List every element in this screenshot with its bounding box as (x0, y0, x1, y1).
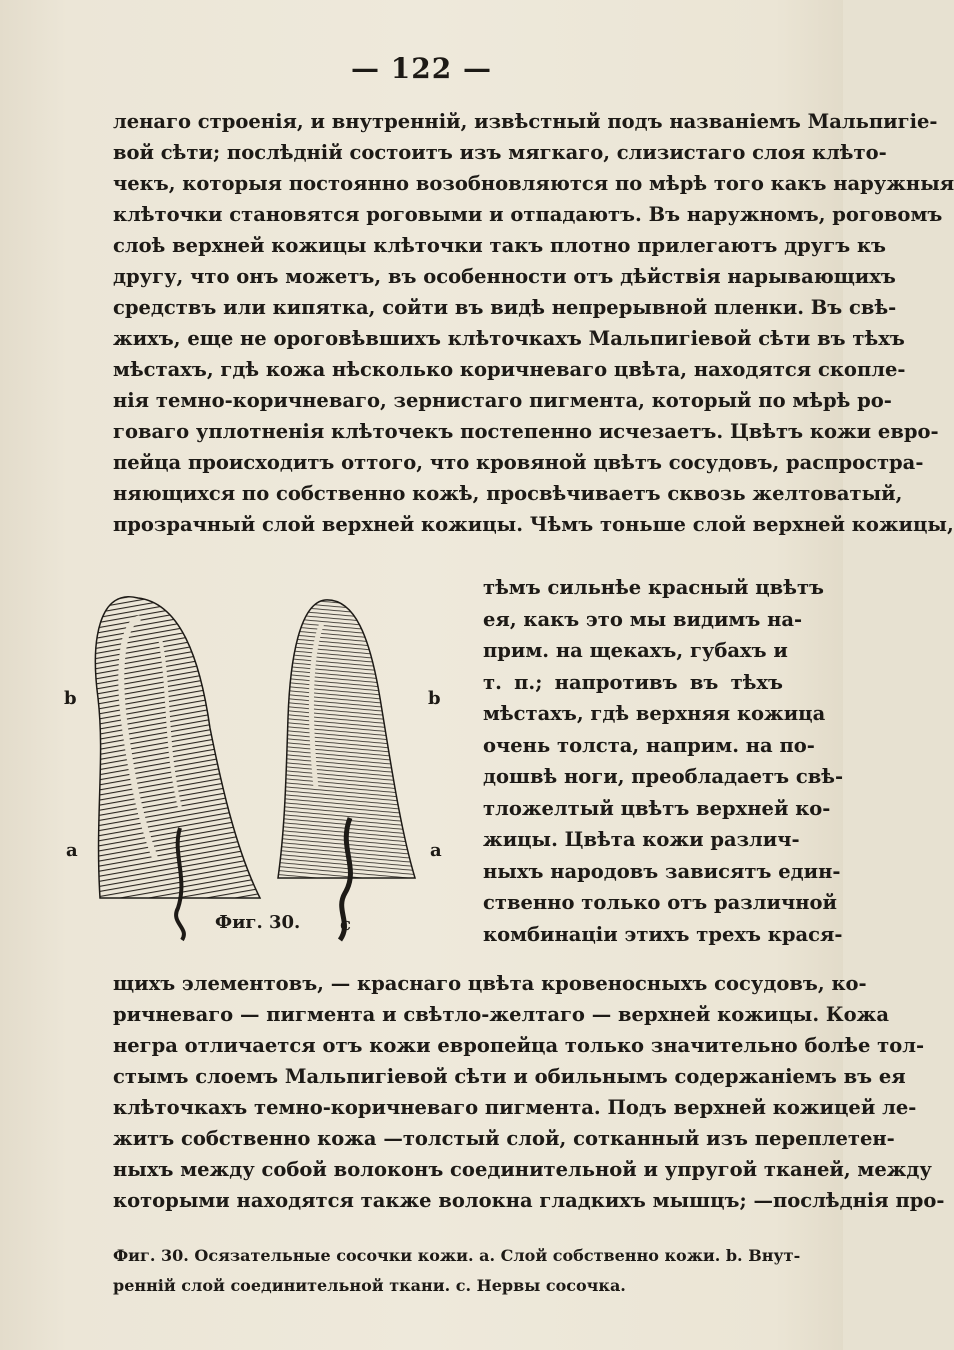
text-line: другу, что онъ можетъ, въ особенности отъ дѣйствія нарывающихъ (113, 265, 896, 288)
text-line: ричневаго — пигмента и свѣтло-желтаго — верхней кожицы. Кожа (113, 1003, 889, 1026)
text-line: мѣстахъ, гдѣ кожа нѣсколько коричневаго цвѣта, находятся скопле- (113, 358, 906, 381)
text-line: ея, какъ это мы видимъ на- (483, 607, 803, 631)
text-line: ныхъ между собой волоконъ соединительной и упругой тканей, между (113, 1158, 932, 1181)
papillae-illustration (60, 578, 470, 948)
text-line: житъ собственно кожа —толстый слой, сотканный изъ переплетен- (113, 1127, 895, 1150)
text-line: Фиг. 30. Осязательные сосочки кожи. a. Слой собственно кожи. b. Внут- (113, 1246, 801, 1265)
text-line: комбинаціи этихъ трехъ крася- (483, 922, 843, 946)
text-line: ныхъ народовъ зависятъ един- (483, 859, 841, 883)
text-line: негра отличается отъ кожи европейца только значительно болѣе тол- (113, 1034, 925, 1057)
text-line: дошвѣ ноги, преобладаетъ свѣ- (483, 765, 844, 788)
text-line: нія темно-коричневаго, зернистаго пигмента, который по мѣрѣ ро- (113, 389, 892, 412)
text-line: стымъ слоемъ Мальпигіевой сѣти и обильнымъ содержаніемъ въ ея (113, 1065, 906, 1088)
text-line: тложелтый цвѣтъ верхней ко- (483, 796, 831, 820)
figure-caption (113, 1241, 801, 1301)
label-b-right: b (428, 688, 441, 709)
right-papilla-drawing (278, 600, 415, 940)
text-line: ственно только отъ различной (483, 891, 837, 914)
figure-30 (60, 578, 470, 948)
label-b-left: b (64, 688, 77, 709)
text-line: клѣточки становятся роговыми и отпадаютъ. Въ наружномъ, роговомъ (113, 203, 943, 226)
text-line: щихъ элементовъ, — краснаго цвѣта кровеносныхъ сосудовъ, ко- (113, 972, 867, 995)
text-line: клѣточкахъ темно-коричневаго пигмента. Подъ верхней кожицей ле- (113, 1096, 917, 1119)
label-a-left: a (66, 840, 78, 861)
text-line: т. п.; напротивъ въ тѣхъ (483, 670, 783, 694)
text-line: прозрачный слой верхней кожицы. Чѣмъ тоньше слой верхней кожицы, (113, 513, 954, 536)
text-line: средствъ или кипятка, сойти въ видѣ непрерывной пленки. Въ свѣ- (113, 296, 897, 319)
body-text-side (483, 572, 844, 950)
text-line: ренній слой соединительной ткани. c. Нервы сосочка. (113, 1276, 626, 1295)
text-line: няющихся по собственно кожѣ, просвѣчиваетъ сквозь желтоватый, (113, 482, 903, 505)
body-text-top (113, 106, 954, 540)
text-line: чекъ, которыя постоянно возобновляются по мѣрѣ того какъ наружныя (113, 172, 954, 195)
text-line: прим. на щекахъ, губахъ и (483, 639, 788, 662)
page-number: — 122 — (351, 52, 492, 85)
figure-label: Фиг. 30. (215, 912, 301, 933)
text-line: тѣмъ сильнѣе красный цвѣтъ (483, 576, 824, 599)
label-c: c (340, 914, 351, 935)
body-text-bottom (113, 968, 945, 1216)
text-line: слоѣ верхней кожицы клѣточки такъ плотно прилегаютъ другъ къ (113, 234, 887, 257)
text-line: очень толста, наприм. на по- (483, 733, 815, 757)
text-line: которыми находятся также волокна гладкихъ мышцъ; —послѣднія про- (113, 1189, 945, 1212)
left-papilla-drawing (95, 597, 260, 940)
text-line: жицы. Цвѣта кожи различ- (483, 828, 800, 851)
text-line: вой сѣти; послѣдній состоитъ изъ мягкаго, слизистаго слоя клѣто- (113, 141, 887, 164)
label-a-right: a (430, 840, 442, 861)
text-line: ленаго строенія, и внутренній, извѣстный подъ названіемъ Мальпигіе- (113, 110, 938, 133)
text-line: мѣстахъ, гдѣ верхняя кожица (483, 702, 826, 725)
text-line: жихъ, еще не ороговѣвшихъ клѣточкахъ Мальпигіевой сѣти въ тѣхъ (113, 327, 905, 350)
text-line: говаго уплотненія клѣточекъ постепенно исчезаетъ. Цвѣтъ кожи евро- (113, 420, 939, 443)
text-line: пейца происходитъ оттого, что кровяной цвѣтъ сосудовъ, распростра- (113, 451, 924, 474)
